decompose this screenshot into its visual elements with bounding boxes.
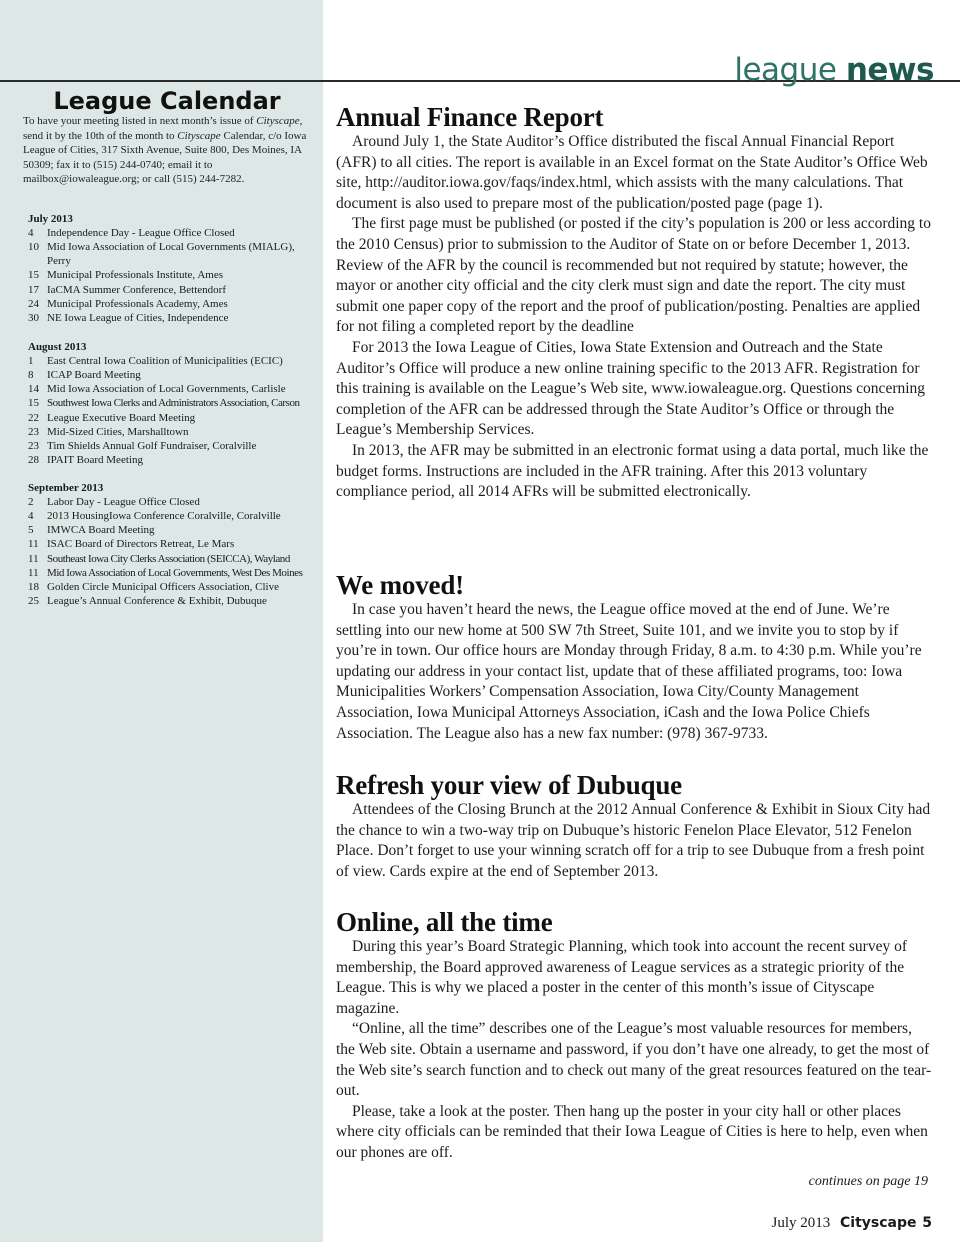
article-paragraph: Attendees of the Closing Brunch at the 2012 Annual Conference & Exhibit in Sioux City had the chance to win a two-way trip on Dubuque’s historic Fenelon Place Elevator, 512 Fenelon Place. Don’t forget to use your winning scratch off for a trip to see Dubuque from a fresh point of view. Cards expire at the end of September 2013.	[336, 801, 931, 880]
calendar-month-september	[28, 481, 318, 608]
calendar-event: 24 Municipal Professionals Academy, Ames	[28, 297, 228, 310]
calendar-month-title: September 2013	[28, 482, 104, 494]
article-title: We moved!	[336, 570, 464, 600]
calendar-event: 23 Mid-Sized Cities, Marshalltown	[28, 425, 189, 438]
page-footer	[771, 1213, 932, 1233]
calendar-event-list	[28, 354, 318, 467]
article-paragraph: Please, take a look at the poster. Then hang up the poster in your city hall or other places where city officials can be reminded that their Iowa League of Cities is here to help, even when our phones are off.	[336, 1102, 928, 1161]
article-annual-finance-report	[336, 102, 932, 503]
section-tag	[734, 52, 934, 88]
article-refresh-dubuque	[336, 770, 932, 882]
calendar-event-list	[28, 495, 318, 608]
calendar-event: 14 Mid Iowa Association of Local Governments, Carlisle	[28, 383, 286, 396]
calendar-event: 4 Independence Day - League Office Closed	[28, 227, 235, 240]
article-we-moved	[336, 570, 932, 744]
calendar-event: 11 ISAC Board of Directors Retreat, Le Mars	[28, 538, 235, 551]
calendar-event: 25 League’s Annual Conference & Exhibit, Dubuque	[28, 594, 267, 607]
footer-date: July 2013	[771, 1215, 831, 1231]
calendar-event: 8 ICAP Board Meeting	[28, 369, 141, 382]
article-online-all-the-time	[336, 907, 932, 1164]
article-paragraph: In 2013, the AFR may be submitted in an electronic format using a data portal, much like the budget forms. Instructions are included in the AFR training. After this 2013 voluntary compliance period, all 2014 AFRs will be submitted electronically.	[336, 441, 929, 501]
calendar-event: 11 Southeast Iowa City Clerks Association (SEICCA), Wayland	[28, 552, 290, 565]
section-tag-bold: news	[845, 52, 934, 88]
calendar-event: 2 Labor Day - League Office Closed	[28, 496, 200, 509]
article-paragraph: The first page must be published (or posted if the city’s population is 200 or less according to the 2010 Census) prior to submission to the Auditor of State on or before December 1, 2013. Review of the AFR by the council is recommended but not required by statute; however, the mayor or another city official and the city clerk must sign and date the report. The city must submit one paper copy of the report and the proof of publication/posting. Penalties are applied for not filing a completed report by the deadline	[336, 215, 931, 336]
article-paragraph: Around July 1, the State Auditor’s Office distributed the fiscal Annual Financial Report (AFR) to all cities. The report is available in an Excel format on the State Auditor’s Office Web site, http://auditor.iowa.gov/faqs/index.html, which assists with the many calculations. That document is also used to prepare most of the publication/posted page (page 1).	[336, 133, 928, 212]
article-title: Online, all the time	[336, 907, 553, 937]
article-paragraph: During this year’s Board Strategic Planning, which took into account the recent survey of membership, the Board approved awareness of League services as a strategic priority of the League. This is why we placed a poster in the center of this month’s issue of Cityscape magazine.	[336, 938, 907, 1017]
article-paragraph: “Online, all the time” describes one of the League’s most valuable resources for members, the Web site. Obtain a username and password, if you don’t have one already, to get the most of the Web site’s search function and to check out many of the great resources featured on the tear-out.	[336, 1020, 932, 1100]
calendar-event: 15 Municipal Professionals Institute, Ames	[28, 269, 223, 282]
calendar-event: 15 Southwest Iowa Clerks and Administrators Association, Carson	[28, 397, 300, 410]
calendar-intro: To have your meeting listed in next month’s issue of Cityscape, send it by the 10th of the month to Cityscape Calendar, c/o Iowa League of Cities, 317 Sixth Avenue, Suite 800, Des Moines, IA 50309; fax it to (515) 244-0740; email it to mailbox@iowaleague.org; or call (515) 244-7282.	[23, 115, 307, 186]
calendar-event: 18 Golden Circle Municipal Officers Association, Clive	[28, 580, 279, 593]
article-paragraph: In case you haven’t heard the news, the League office moved at the end of June. We’re settling into our new home at 500 SW 7th Street, Suite 101, and we invite you to stop by if you’re in town. Our office hours are Monday through Friday, 8 a.m. to 4:30 p.m. While you’re updating our address in your contact list, update that of these affiliated programs, too: Iowa Municipalities Workers’ Compensation Association, Iowa City/County Management Association, Iowa Municipal Attorneys Association, iCash and the Iowa Police Chiefs Association. The League also has a new fax number: (978) 367-9733.	[336, 601, 922, 742]
article-title: Annual Finance Report	[336, 102, 604, 132]
calendar-event: 30 NE Iowa League of Cities, Independence	[28, 311, 229, 324]
calendar-month-august	[28, 340, 318, 467]
calendar-event: 10 Mid Iowa Association of Local Governments (MIALG), Perry	[28, 241, 295, 268]
calendar-title: League Calendar	[53, 87, 281, 115]
calendar-event: 22 League Executive Board Meeting	[28, 411, 196, 424]
calendar-event: 28 IPAIT Board Meeting	[28, 453, 143, 466]
calendar-month-july	[28, 212, 318, 325]
footer-magazine: Cityscape	[840, 1215, 917, 1231]
calendar-event: 5 IMWCA Board Meeting	[28, 524, 155, 537]
calendar-event: 23 Tim Shields Annual Golf Fundraiser, Coralville	[28, 439, 257, 452]
calendar-month-title: August 2013	[28, 341, 87, 353]
calendar-event: 1 East Central Iowa Coalition of Municipalities (ECIC)	[28, 355, 283, 368]
continues-note: continues on page 19	[808, 1174, 928, 1189]
article-title: Refresh your view of Dubuque	[336, 770, 682, 800]
calendar-event: 4 2013 HousingIowa Conference Coralville, Coralville	[28, 510, 281, 523]
footer-page-number: 5	[922, 1215, 932, 1231]
article-paragraph: For 2013 the Iowa League of Cities, Iowa State Extension and Outreach and the State Auditor’s Office will produce a new online training specific to the 2013 AFR. Registration for this training is available on the League’s Web site, www.iowaleague.org. Questions concerning completion of the AFR can be addressed through the State Auditor’s Office or through the League’s Membership Services.	[336, 338, 926, 439]
calendar-event: 17 IaCMA Summer Conference, Bettendorf	[28, 283, 227, 296]
calendar-event: 11 Mid Iowa Association of Local Governments, West Des Moines	[28, 566, 303, 579]
calendar-month-title: July 2013	[28, 213, 73, 225]
calendar-event-list	[28, 226, 318, 325]
section-tag-light: league	[734, 52, 837, 88]
